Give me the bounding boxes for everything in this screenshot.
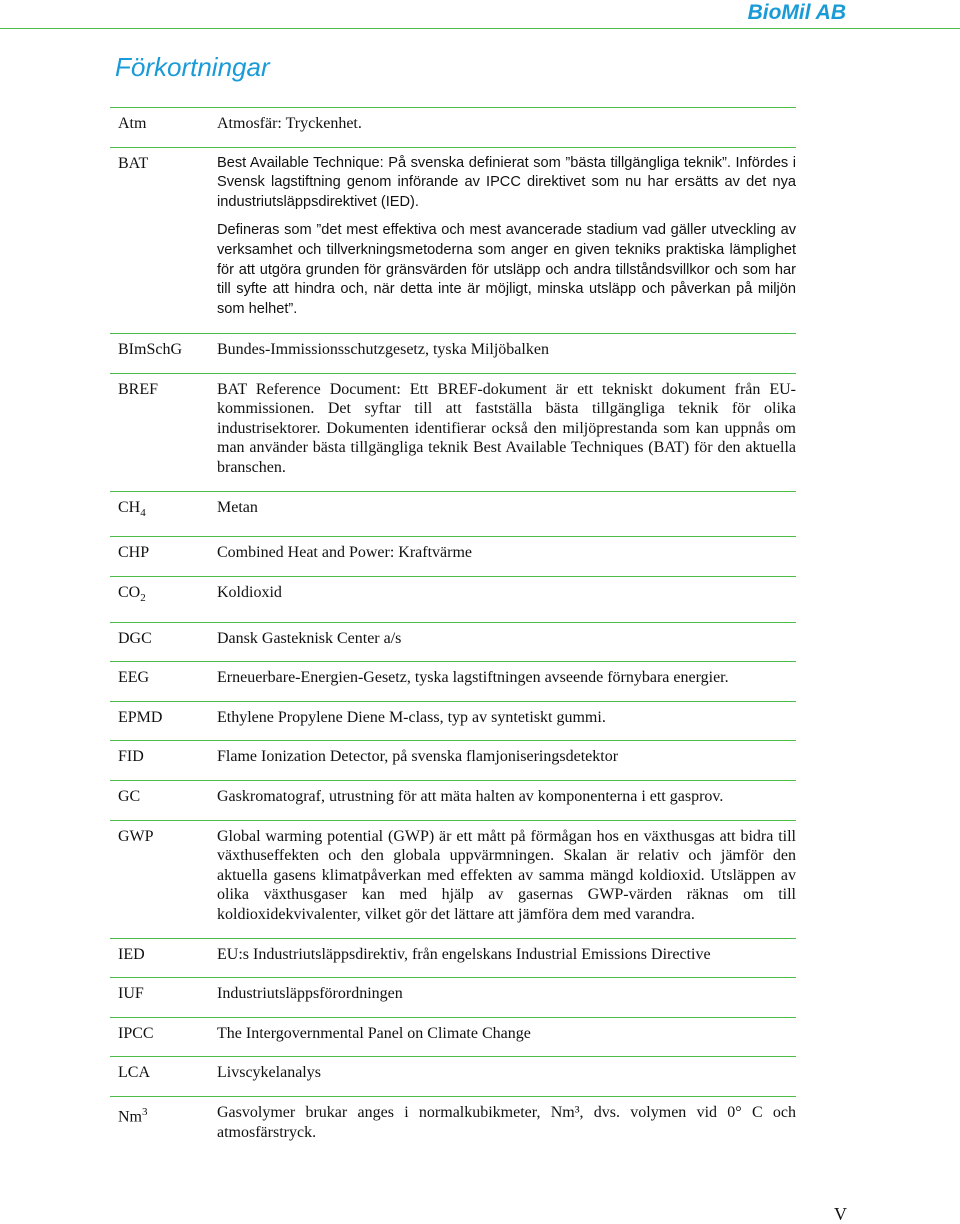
glossary-term-text: LCA	[118, 1064, 150, 1082]
glossary-term	[110, 1024, 217, 1044]
glossary-term	[110, 984, 217, 1004]
glossary-row	[110, 623, 796, 663]
glossary-row	[110, 1097, 796, 1155]
glossary-definitions	[217, 1103, 796, 1142]
glossary-row	[110, 108, 796, 148]
glossary-term	[110, 787, 217, 807]
glossary-term-text: CO	[118, 583, 141, 601]
glossary-definition: Atmosfär: Tryckenhet.	[217, 115, 362, 132]
glossary-term	[110, 583, 217, 609]
glossary-definitions	[217, 708, 796, 728]
glossary-term	[110, 543, 217, 563]
glossary-row	[110, 741, 796, 781]
glossary-row	[110, 978, 796, 1018]
glossary-definitions	[217, 154, 796, 320]
glossary-term	[110, 827, 217, 925]
page-number: V	[834, 1204, 847, 1224]
glossary-row	[110, 537, 796, 577]
glossary-definitions	[217, 827, 796, 925]
glossary-definitions	[217, 629, 796, 649]
glossary-definition: Global warming potential (GWP) är ett mått på förmågan hos en växthusgas att bidra till växthuseffekten och den globala uppvärmningen. Skalan är relativ och jämför den aktuella gasens klimatpåverkan med effekten av samma mängd koldioxid. Utsläppen av olika växthusgaser kan med hjälp av gasernas GWP-värden räknas om till koldioxidekvivalenter, vilket gör det lättare att jämföra dem med varandra.	[217, 827, 796, 924]
glossary-definition: Flame Ionization Detector, på svenska flamjoniseringsdetektor	[217, 748, 619, 766]
glossary-definition: Metan	[217, 498, 258, 516]
glossary-definition: Gasvolymer brukar anges i normalkubikmeter, Nm³, dvs. volymen vid 0° C och atmosfärstryck.	[217, 1104, 796, 1141]
glossary-definition: Defineras som ”det mest effektiva och mest avancerade stadium vad gäller utveckling av verksamhet och tillverkningsmetoderna som anger en given tekniks praktiska lämplighet för att utgöra grunden för gränsvärden för utsläpp och andra tillståndsvillkor och som har till syfte att hindra och, när detta inte är möjligt, minska utsläpp och påverkan på miljön som helhet”.	[217, 221, 796, 318]
glossary-term-text: BAT	[118, 154, 149, 172]
glossary-definitions	[217, 984, 796, 1004]
glossary-row	[110, 577, 796, 623]
glossary-definitions	[217, 945, 796, 965]
glossary-term-text: GWP	[118, 827, 154, 845]
glossary-definition: Industriutsläppsförordningen	[217, 985, 403, 1003]
glossary-definitions	[217, 380, 796, 478]
glossary-row	[110, 492, 796, 538]
glossary-term-text: CH	[118, 498, 141, 516]
glossary-definition: The Intergovernmental Panel on Climate Change	[217, 1024, 531, 1042]
glossary-definitions	[217, 340, 796, 360]
glossary-term	[110, 114, 217, 134]
glossary-definitions	[217, 1024, 796, 1044]
glossary-term-subscript: 2	[140, 592, 146, 605]
glossary-definition: Bundes-Immissionsschutzgesetz, tyska Miljöbalken	[217, 340, 549, 358]
glossary-row	[110, 334, 796, 374]
glossary-definition: Koldioxid	[217, 583, 282, 601]
glossary-row	[110, 148, 796, 334]
glossary-term-superscript: 3	[142, 1106, 148, 1118]
glossary-term-text: BImSchG	[118, 340, 182, 358]
glossary-term-text: IED	[118, 945, 145, 963]
glossary-definitions	[217, 543, 796, 563]
glossary-definitions	[217, 747, 796, 767]
glossary-term	[110, 708, 217, 728]
company-name: BioMil AB	[747, 1, 846, 24]
glossary-definition: Dansk Gasteknisk Center a/s	[217, 629, 402, 647]
glossary-row	[110, 1018, 796, 1058]
glossary-definitions	[217, 1063, 796, 1083]
glossary-definitions	[217, 114, 796, 134]
glossary-definition: EU:s Industriutsläppsdirektiv, från engelskans Industrial Emissions Directive	[217, 945, 711, 963]
glossary-term-text: GC	[118, 788, 141, 806]
glossary-definitions	[217, 583, 796, 609]
glossary-definition: Erneuerbare-Energien-Gesetz, tyska lagstiftningen avseende förnybara energier.	[217, 669, 729, 687]
glossary-list	[110, 107, 796, 1155]
glossary-term	[110, 154, 217, 320]
glossary-definitions	[217, 787, 796, 807]
glossary-term	[110, 945, 217, 965]
glossary-term	[110, 498, 217, 524]
glossary-term	[110, 747, 217, 767]
glossary-term	[110, 629, 217, 649]
glossary-row	[110, 939, 796, 979]
glossary-term-text: BREF	[118, 380, 159, 398]
glossary-term	[110, 1063, 217, 1083]
glossary-term-text: FID	[118, 748, 144, 766]
glossary-definition: Ethylene Propylene Diene M-class, typ av syntetiskt gummi.	[217, 708, 606, 726]
page-title: Förkortningar	[115, 52, 270, 82]
glossary-term-text: IUF	[118, 985, 144, 1003]
glossary-definition: Combined Heat and Power: Kraftvärme	[217, 544, 473, 562]
glossary-definition: Livscykelanalys	[217, 1064, 321, 1082]
glossary-row	[110, 1057, 796, 1097]
glossary-term	[110, 340, 217, 360]
glossary-term	[110, 1103, 217, 1142]
glossary-term	[110, 380, 217, 478]
glossary-row	[110, 662, 796, 702]
glossary-row	[110, 821, 796, 939]
glossary-row	[110, 702, 796, 742]
glossary-term-text: IPCC	[118, 1024, 154, 1042]
glossary-definition: Best Available Technique: På svenska definierat som ”bästa tillgängliga teknik”. Infördes i Svensk lagstiftning genom införande av IPCC direktivet som nu har ersätts av det nya industriutsläppsdirektivet (IED).	[217, 154, 796, 211]
glossary-term-text: CHP	[118, 544, 150, 562]
glossary-term-text: Atm	[118, 115, 147, 132]
glossary-row	[110, 781, 796, 821]
glossary-term-text: DGC	[118, 629, 152, 647]
glossary-term-text: EEG	[118, 669, 150, 687]
glossary-term-text: Nm	[118, 1108, 142, 1126]
glossary-term	[110, 668, 217, 688]
glossary-definitions	[217, 668, 796, 688]
glossary-term-text: EPMD	[118, 708, 163, 726]
header-rule	[0, 28, 960, 29]
glossary-term-subscript: 4	[140, 506, 146, 519]
glossary-definition: Gaskromatograf, utrustning för att mäta halten av komponenterna i ett gasprov.	[217, 788, 724, 806]
glossary-definition: BAT Reference Document: Ett BREF-dokument är ett tekniskt dokument från EU-kommissionen. Det syftar till att fastställa bästa tillgängliga teknik för olika industrisektorer. Dokumenten identifierar också den miljöprestanda som kan uppnås om man använder bästa tillgängliga teknik Best Available Techniques (BAT) för den aktuella branschen.	[217, 380, 796, 476]
glossary-definitions	[217, 498, 796, 524]
glossary-row	[110, 374, 796, 492]
